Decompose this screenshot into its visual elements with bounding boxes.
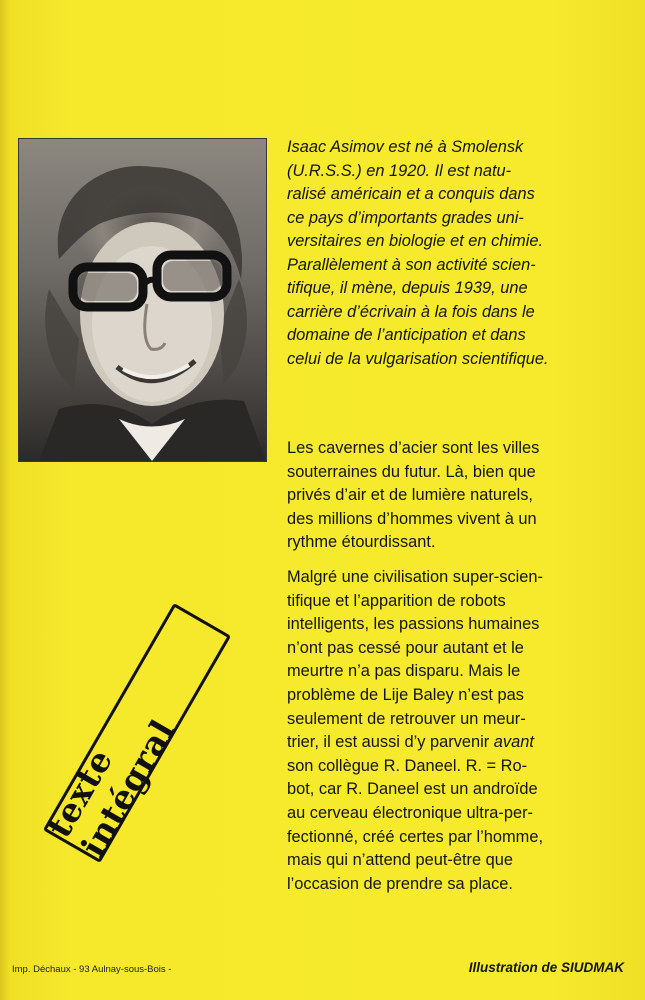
stamp-label: texte intégral xyxy=(39,712,183,864)
bio-line: tifique, il mène, depuis 1939, une xyxy=(287,279,528,297)
bio-line: carrière d’écrivain à la fois dans le xyxy=(287,302,535,321)
text-line: fectionné, créé certes par l’homme, xyxy=(287,827,543,846)
text-line xyxy=(287,731,625,755)
printer-imprint: Imp. Déchaux - 93 Aulnay-sous-Bois - xyxy=(12,964,172,975)
text-line: tifique et l’apparition de robots xyxy=(287,591,506,610)
synopsis-paragraph-1 xyxy=(287,437,625,555)
text-line: meurtre n’a pas disparu. Mais le xyxy=(287,662,521,681)
bio-line: ralisé américain et a conquis dans xyxy=(287,185,535,203)
text-line: souterraines du futur. Là, bien que xyxy=(287,462,536,481)
text-line: mais qui n’attend peut-être que xyxy=(287,851,513,870)
bio-line: (U.R.S.S.) en 1920. Il est natu- xyxy=(287,161,512,180)
illustration-credit: Illustration de SIUDMAK xyxy=(468,960,624,975)
author-biography xyxy=(287,136,625,371)
text-line: des millions d’hommes vivent à un xyxy=(287,509,537,528)
author-photo xyxy=(18,138,267,462)
text-line: privés d’air et de lumière naturels, xyxy=(287,486,533,505)
bio-line: versitaires en biologie et en chimie. xyxy=(287,232,544,250)
bio-line: domaine de l’anticipation et dans xyxy=(287,326,526,344)
text-line: Malgré une civilisation super-scien- xyxy=(287,568,543,586)
text-line: intelligents, les passions humaines xyxy=(287,615,540,634)
bio-line: celui de la vulgarisation scientifique. xyxy=(287,349,549,368)
bio-line: Isaac Asimov est né à Smolensk xyxy=(287,138,524,156)
text-line: au cerveau électronique ultra-per- xyxy=(287,803,533,822)
text-line: son collègue R. Daneel. R. = Ro- xyxy=(287,756,528,775)
text-line: rythme étourdissant. xyxy=(287,533,436,552)
text-segment: trier, il est aussi d’y parvenir xyxy=(287,733,494,752)
text-line: l’occasion de prendre sa place. xyxy=(287,874,513,893)
emphasized-word: avant xyxy=(493,733,534,752)
synopsis-paragraph-2 xyxy=(287,566,625,896)
bio-line: Parallèlement à son activité scien- xyxy=(287,255,536,274)
bio-line: ce pays d’importants grades uni- xyxy=(287,208,524,227)
cover-edge-shadow xyxy=(0,0,10,1000)
text-line: problème de Lije Baley n’est pas xyxy=(287,685,524,704)
text-line: Les cavernes d’acier sont les villes xyxy=(287,439,540,457)
author-portrait-drawing xyxy=(19,139,266,461)
text-line: bot, car R. Daneel est un androïde xyxy=(287,780,538,799)
text-line: seulement de retrouver un meur- xyxy=(287,709,526,728)
text-line: n’ont pas cessé pour autant et le xyxy=(287,638,524,657)
